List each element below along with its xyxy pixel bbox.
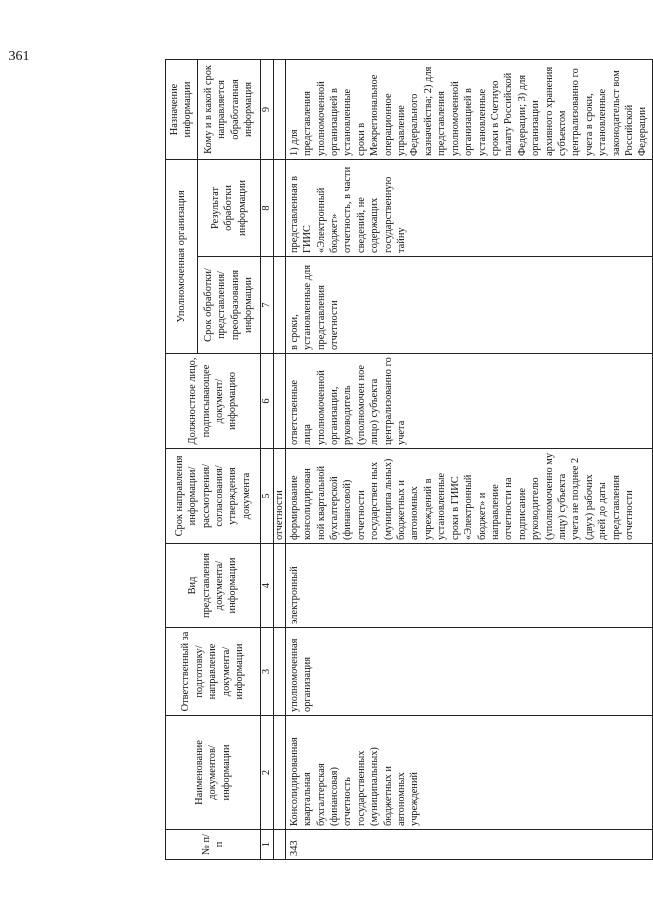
cell-continuation-deadline: отчетности	[273, 449, 285, 544]
cell-empty	[273, 59, 285, 159]
header-responsible: Ответственный за подготовку/ направление документа/ информации	[166, 628, 261, 716]
cell-responsible: уполномоченная организация	[285, 628, 652, 716]
header-recipient: Кому и в какой срок направляется обработанная информация	[197, 59, 260, 159]
header-document-name: Наименование документов/ информации	[166, 716, 261, 830]
header-deadline: Срок направления информации/ рассмотрения/ согласования/ утверждения документа	[166, 449, 261, 544]
cell-row-number: 343	[285, 830, 652, 860]
column-number: 2	[260, 716, 273, 830]
column-number: 9	[260, 59, 273, 159]
header-processing-result: Результат обработки информации	[197, 159, 260, 256]
cell-empty	[273, 544, 285, 628]
header-processing-deadline: Срок обработки/ представления/ преобразования информации	[197, 257, 260, 354]
table-header	[166, 59, 274, 859]
cell-empty	[273, 716, 285, 830]
cell-empty	[273, 257, 285, 354]
cell-processing-deadline: в сроки, установленные для представления отчетности	[285, 257, 652, 354]
header-number: № п/п	[166, 830, 261, 860]
column-number-row	[260, 59, 273, 859]
cell-empty	[273, 628, 285, 716]
column-number: 8	[260, 159, 273, 256]
cell-empty	[273, 159, 285, 256]
column-number: 4	[260, 544, 273, 628]
rotated-table-frame	[165, 60, 649, 860]
cell-deadline: формирование консолидирован ной квартальной бухгалтерской (финансовой) отчетности государствен ных (муниципа льных) бюджетных и автономных учреждений в установленные сроки в ГИИС «Электронный бюджет» и направление отчетности на подписание руководителю (уполномоченно му лицу) субъекта учета не позднее 2 (двух) рабочих дней до даты представления отчетности	[285, 449, 652, 544]
continuation-row	[273, 59, 285, 859]
header-purpose: Назначение информации	[166, 59, 198, 159]
cell-empty	[273, 354, 285, 449]
header-form: Вид представления документа/ информации	[166, 544, 261, 628]
cell-recipient: 1) для представления уполномоченной организацией в установленные сроки в Межрегиональное операционное управление Федерального казначейства; 2) для представления уполномоченной организацией в установленные сроки в Счетную палату Российской Федерации; 3) для организации архивного хранения субъектом централизованно го учета в сроки, установленные законодательст вом Российской Федерации	[285, 59, 652, 159]
table-body	[273, 59, 652, 859]
column-number: 3	[260, 628, 273, 716]
cell-form: электронный	[285, 544, 652, 628]
table-row	[285, 59, 652, 859]
cell-processing-result: представленная в ГИИС «Электронный бюджет» отчетность, в части сведений, не содержащих государственную тайну	[285, 159, 652, 256]
cell-signer: ответственные лица уполномоченной организации, руководитель (уполномочен ное лицо) субъекта централизованно го учета	[285, 354, 652, 449]
document-table	[165, 59, 653, 860]
cell-document-name: Консолидированная квартальная бухгалтерская (финансовая) отчетность государственных (муниципальных) бюджетных и автономных учреждений	[285, 716, 652, 830]
header-signer: Должностное лицо, подписывающее документ/ информацию	[166, 354, 261, 449]
column-number: 5	[260, 449, 273, 544]
header-authorized-org: Уполномоченная организация	[166, 159, 198, 353]
cell-empty	[273, 830, 285, 860]
column-number: 7	[260, 257, 273, 354]
column-number: 1	[260, 830, 273, 860]
column-number: 6	[260, 354, 273, 449]
page-number: 361	[8, 49, 30, 64]
